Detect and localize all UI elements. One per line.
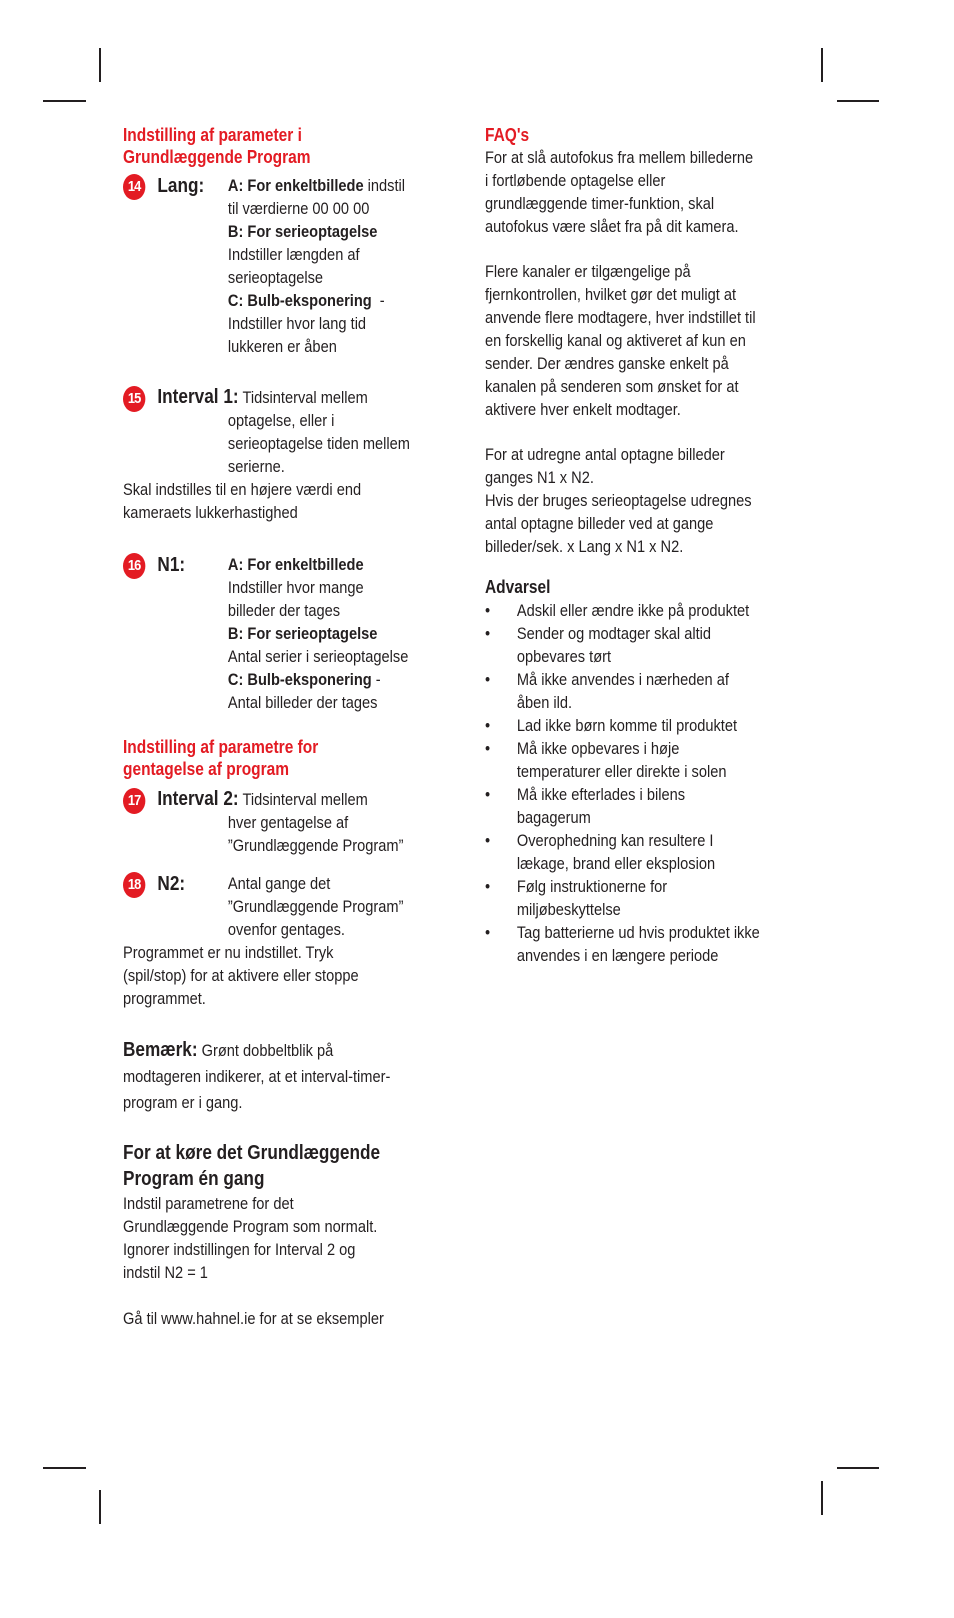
- body-line: i fortløbende optagelse eller: [485, 171, 666, 190]
- run-once-section: [123, 1140, 441, 1284]
- body-line: For at udregne antal optagne billeder: [485, 445, 725, 464]
- body-line: • Må ikke opbevares i høje: [516, 739, 680, 758]
- param-label: N2:: [157, 873, 186, 895]
- body-line: [123, 1037, 441, 1064]
- list-item: [485, 921, 803, 967]
- heading-line: Program én gang: [123, 1168, 265, 1190]
- list-item: [485, 599, 803, 622]
- faq-paragraph: [485, 443, 803, 558]
- body-line: (spil/stop) for at aktivere eller stoppe: [123, 966, 359, 985]
- body-line: fjernkontrollen, hvilket gør det muligt at: [485, 285, 737, 304]
- body-line: ”Grundlæggende Program”: [227, 836, 404, 855]
- option-b-label: B: For serieoptagelse: [227, 624, 378, 643]
- body-line: • Adskil eller ændre ikke på produktet: [516, 601, 750, 620]
- body-line: Ignorer indstillingen for Interval 2 og: [123, 1240, 356, 1259]
- body-line: indstil N2 = 1: [123, 1263, 208, 1282]
- body-line: Skal indstilles til en højere værdi end: [123, 480, 362, 499]
- param-lang: [123, 174, 441, 358]
- body-line: ”Grundlæggende Program”: [227, 897, 404, 916]
- body-line: anvendes i en længere periode: [516, 946, 719, 965]
- crop-mark-top-right-horizontal: [837, 100, 879, 102]
- body-text: Tidsinterval mellem: [242, 790, 368, 809]
- option-c-dash: -: [371, 291, 385, 310]
- body-line: serierne.: [227, 457, 285, 476]
- crop-mark-bottom-right-vertical: [821, 1481, 823, 1515]
- body-line: [157, 788, 441, 811]
- body-line: aktivere hver enkelt modtager.: [485, 400, 681, 419]
- body-line: Flere kanaler er tilgængelige på: [485, 262, 691, 281]
- list-item: [485, 668, 803, 714]
- crop-mark-bottom-left-horizontal: [43, 1467, 86, 1469]
- option-a-text: indstil: [363, 176, 406, 195]
- option-c-dash: -: [371, 670, 381, 689]
- number-badge: 15: [123, 386, 145, 412]
- param-body-rest: [228, 811, 441, 857]
- list-item: [485, 783, 803, 829]
- left-column: [123, 124, 441, 1330]
- program-set-text: [123, 941, 441, 1010]
- param-body: [157, 386, 441, 409]
- body-line: [228, 668, 441, 691]
- faq-heading: FAQ's: [485, 125, 530, 145]
- body-line: programmet.: [123, 989, 206, 1008]
- body-line: til værdierne 00 00 00: [227, 199, 370, 218]
- note-block: [123, 1037, 441, 1116]
- list-item: [485, 875, 803, 921]
- body-line: ovenfor gentages.: [227, 920, 345, 939]
- body-line: Grundlæggende Program som normalt.: [123, 1217, 378, 1236]
- run-once-heading: [123, 1140, 441, 1192]
- body-line: Indstiller længden af: [227, 245, 360, 264]
- param-body: [228, 872, 441, 941]
- body-line: [157, 386, 441, 409]
- option-b-label: B: For serieoptagelse: [227, 222, 378, 241]
- note-text: Grønt dobbeltblik på: [197, 1041, 334, 1060]
- param-label: Interval 1:: [157, 386, 239, 408]
- body-line: ganges N1 x N2.: [485, 468, 594, 487]
- body-line: åben ild.: [516, 693, 573, 712]
- note-label: Bemærk:: [123, 1039, 198, 1061]
- list-item: [485, 714, 803, 737]
- right-column: [485, 124, 803, 967]
- body-line: • Sender og modtager skal altid: [516, 624, 712, 643]
- body-line: • Tag batterierne ud hvis produktet ikke: [516, 923, 760, 942]
- param-label: Lang:: [157, 175, 205, 197]
- body-line: Antal serier i serieoptagelse: [227, 647, 409, 666]
- warning-heading: Advarsel: [485, 577, 551, 597]
- param-n2: [123, 872, 441, 941]
- param-n1: [123, 553, 441, 714]
- crop-mark-top-right-vertical: [821, 48, 823, 82]
- body-line: [228, 174, 441, 197]
- crop-mark-bottom-right-horizontal: [837, 1467, 879, 1469]
- param-body: [157, 788, 441, 811]
- body-line: Indstiller hvor lang tid: [227, 314, 367, 333]
- body-line: [228, 289, 441, 312]
- param-interval-2: [123, 788, 441, 857]
- body-line: lukkeren er åben: [227, 337, 337, 356]
- website-text: Gå til www.hahnel.ie for at se eksempler: [123, 1309, 384, 1328]
- heading-line: Grundlæggende Program: [123, 147, 311, 167]
- number-badge: 17: [123, 788, 145, 814]
- body-line: Indstil parametrene for det: [123, 1194, 294, 1213]
- list-item: [485, 737, 803, 783]
- heading-repeat-program: [123, 736, 441, 780]
- faq-paragraph: [485, 146, 803, 238]
- heading-line: Indstilling af parametre for: [123, 737, 319, 757]
- param-body: [228, 553, 441, 714]
- crop-mark-bottom-left-vertical: [99, 1490, 101, 1524]
- body-text: Tidsinterval mellem: [242, 388, 368, 407]
- body-line: optagelse, eller i: [227, 411, 335, 430]
- heading-line: For at køre det Grundlæggende: [123, 1142, 381, 1164]
- param-label: N1:: [157, 554, 186, 576]
- body-line: kameraets lukkerhastighed: [123, 503, 298, 522]
- option-c-label: C: Bulb-eksponering: [227, 291, 372, 310]
- list-item: [485, 622, 803, 668]
- number-badge: 16: [123, 553, 145, 579]
- heading-line: Indstilling af parameter i: [123, 125, 302, 145]
- body-line: • Følg instruktionerne for: [516, 877, 668, 896]
- body-line: serieoptagelse: [227, 268, 324, 287]
- heading-line: gentagelse af program: [123, 759, 290, 779]
- crop-mark-top-left-horizontal: [43, 100, 86, 102]
- option-a-label: A: For enkeltbillede: [227, 555, 364, 574]
- body-line: Hvis der bruges serieoptagelse udregnes: [485, 491, 752, 510]
- body-line: For at slå autofokus fra mellem billederne: [485, 148, 754, 167]
- option-c-label: C: Bulb-eksponering: [227, 670, 372, 689]
- faq-paragraph: [485, 260, 803, 421]
- body-line: Indstiller hvor mange: [227, 578, 364, 597]
- body-line: en forskellig kanal og aktiveret af kun en: [485, 331, 746, 350]
- body-line: • Må ikke efterlades i bilens: [516, 785, 686, 804]
- body-line: autofokus være slået fra på dit kamera.: [485, 217, 739, 236]
- body-line: serieoptagelse tiden mellem: [227, 434, 410, 453]
- body-line: • Lad ikke børn komme til produktet: [516, 716, 738, 735]
- body-line: Antal gange det: [227, 874, 331, 893]
- body-line: modtageren indikerer, at et interval-timer-: [123, 1067, 391, 1086]
- body-line: grundlæggende timer-funktion, skal: [485, 194, 715, 213]
- param-body: [228, 174, 441, 358]
- body-line: lækage, brand eller eksplosion: [516, 854, 716, 873]
- number-badge: 14: [123, 174, 145, 200]
- interval-1-note: [123, 478, 441, 524]
- body-line: billeder/sek. x Lang x N1 x N2.: [485, 537, 684, 556]
- number-badge: 18: [123, 872, 145, 898]
- body-line: bagagerum: [516, 808, 591, 827]
- body-line: billeder der tages: [227, 601, 341, 620]
- body-line: temperaturer eller direkte i solen: [516, 762, 727, 781]
- body-line: program er i gang.: [123, 1093, 243, 1112]
- body-line: kanalen på senderen som ønsket for at: [485, 377, 739, 396]
- body-line: hver gentagelse af: [227, 813, 349, 832]
- option-a-label: A: For enkeltbillede: [227, 176, 364, 195]
- body-line: • Må ikke anvendes i nærheden af: [516, 670, 729, 689]
- body-line: Antal billeder der tages: [227, 693, 378, 712]
- body-line: opbevares tørt: [516, 647, 612, 666]
- body-line: • Overophedning kan resultere I: [516, 831, 714, 850]
- body-line: sender. Der ændres ganske enkelt på: [485, 354, 729, 373]
- param-body-rest: [228, 409, 441, 478]
- heading-basic-program: [123, 124, 441, 168]
- param-label: Interval 2:: [157, 788, 239, 810]
- param-interval-1: [123, 386, 441, 478]
- body-line: antal optagne billeder ved at gange: [485, 514, 714, 533]
- body-line: anvende flere modtagere, hver indstillet til: [485, 308, 756, 327]
- list-item: [485, 829, 803, 875]
- body-line: Programmet er nu indstillet. Tryk: [123, 943, 334, 962]
- body-line: miljøbeskyttelse: [516, 900, 621, 919]
- warning-list: [485, 599, 803, 967]
- crop-mark-top-left-vertical: [99, 48, 101, 82]
